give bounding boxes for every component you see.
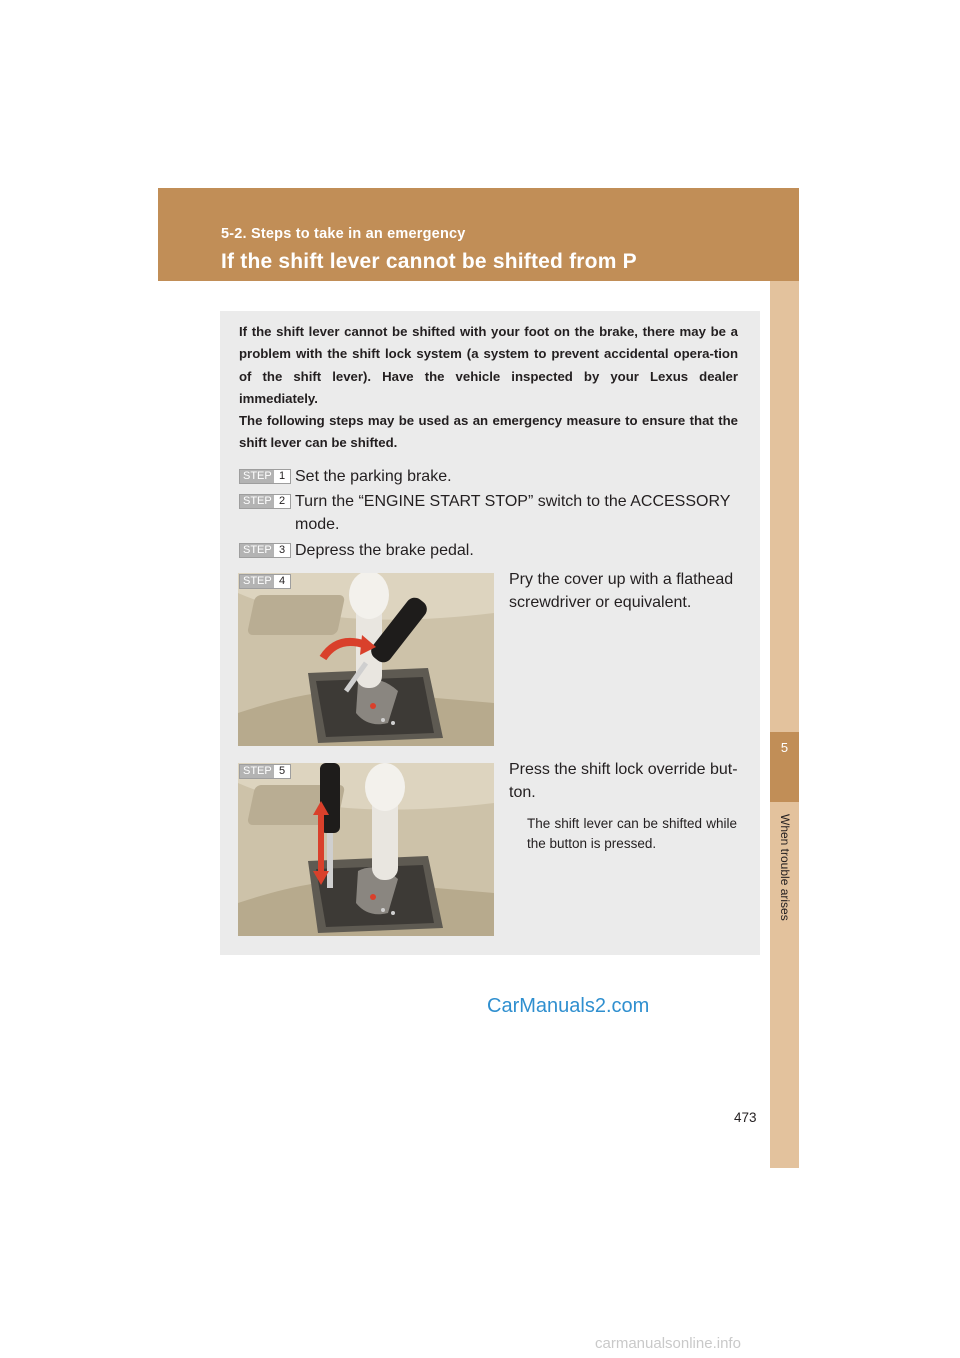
intro-text (239, 321, 738, 455)
step-4-illustration (238, 573, 494, 746)
step-number: 3 (278, 544, 286, 556)
step-badge (239, 764, 291, 779)
step-note: The shift lever can be shifted while the button is pressed. (527, 816, 737, 851)
step-word: STEP (240, 495, 274, 508)
step-badge (239, 574, 291, 589)
watermark: CarManuals2.com (487, 995, 650, 1017)
chapter-label: When trouble arises (778, 814, 792, 921)
step-word: STEP (240, 544, 274, 557)
step-number: 4 (278, 575, 286, 587)
step-5-illustration (238, 763, 494, 936)
step-text: Set the parking brake. (295, 468, 452, 485)
step-badge (239, 543, 291, 558)
step-text: Press the shift lock override but-ton. (509, 761, 738, 801)
step-text: Depress the brake pedal. (295, 542, 474, 559)
step-number: 2 (278, 495, 286, 507)
intro-paragraph: The following steps may be used as an emergency measure to ensure that the shift lever can be shifted. (239, 413, 738, 451)
step-word: STEP (240, 470, 274, 483)
step-word: STEP (240, 575, 274, 588)
page-title: If the shift lever cannot be shifted from P (221, 250, 637, 273)
page-number: 473 (734, 1110, 757, 1125)
intro-paragraph: If the shift lever cannot be shifted with your foot on the brake, there may be a problem with the shift lock system (a system to prevent accidental opera-tion of the shift lever). Have the vehicle inspected by your Lexus dealer immediately. (239, 324, 738, 406)
step-number: 1 (278, 470, 286, 482)
step-badge (239, 469, 291, 484)
chapter-number: 5 (780, 740, 789, 755)
footer-watermark: carmanualsonline.info (595, 1335, 741, 1352)
step-text: Turn the “ENGINE START STOP” switch to the ACCESSORY mode. (295, 493, 731, 533)
step-word: STEP (240, 765, 274, 778)
chapter-side-strip (770, 281, 799, 1168)
pry-cover-illustration (238, 573, 494, 746)
section-label: 5-2. Steps to take in an emergency (221, 226, 466, 242)
step-badge (239, 494, 291, 509)
step-text: Pry the cover up with a flathead screwdriver or equivalent. (509, 571, 734, 611)
step-number: 5 (278, 765, 286, 777)
override-button-illustration (238, 763, 494, 936)
